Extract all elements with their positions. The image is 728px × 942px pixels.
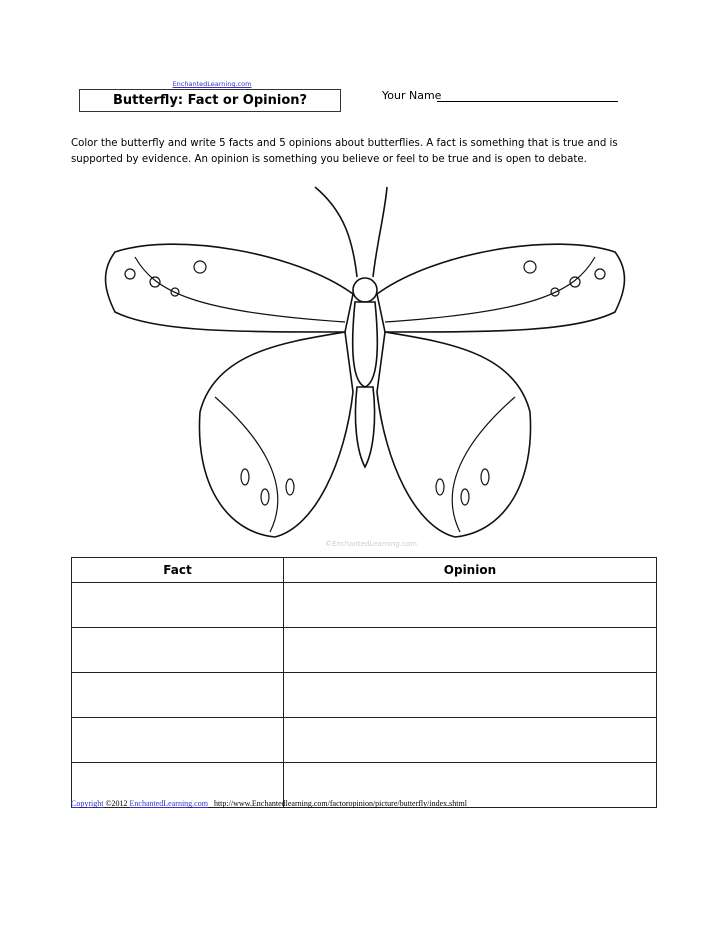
table-row — [72, 628, 657, 673]
butterfly-illustration — [95, 182, 635, 547]
site-link[interactable]: EnchantedLearning.com — [172, 80, 252, 88]
table-row — [72, 718, 657, 763]
instructions: Color the butterfly and write 5 facts and 5 opinions about butterflies. A fact is something that is true and is supported by evidence. An opinion is something you believe or feel to be true and is open to debate. — [71, 138, 618, 165]
fact-cell[interactable] — [72, 583, 284, 628]
opinion-cell[interactable] — [283, 718, 656, 763]
name-line-field[interactable] — [437, 101, 618, 102]
fact-cell[interactable] — [72, 673, 284, 718]
footer — [71, 799, 467, 808]
fact-opinion-table — [71, 557, 657, 808]
copyright-link[interactable]: Copyright — [71, 799, 104, 808]
opinion-cell[interactable] — [283, 628, 656, 673]
table-row — [72, 583, 657, 628]
page-url: http://www.Enchantedlearning.com/factoropinion/picture/butterfly/index.shtml — [213, 799, 467, 808]
fact-cell[interactable] — [72, 718, 284, 763]
opinion-cell[interactable] — [283, 583, 656, 628]
fact-header: Fact — [72, 558, 284, 583]
copyright-year: ©2012 — [103, 799, 130, 808]
fact-cell[interactable] — [72, 628, 284, 673]
opinion-cell[interactable] — [283, 673, 656, 718]
table-row — [72, 673, 657, 718]
your-name-label: Your Name — [382, 89, 442, 102]
image-watermark: ©EnchantedLearning.com — [325, 540, 417, 548]
page-title: Butterfly: Fact or Opinion? — [79, 89, 341, 112]
footer-site-link[interactable]: EnchantedLearning.com — [129, 799, 208, 808]
opinion-header: Opinion — [283, 558, 656, 583]
